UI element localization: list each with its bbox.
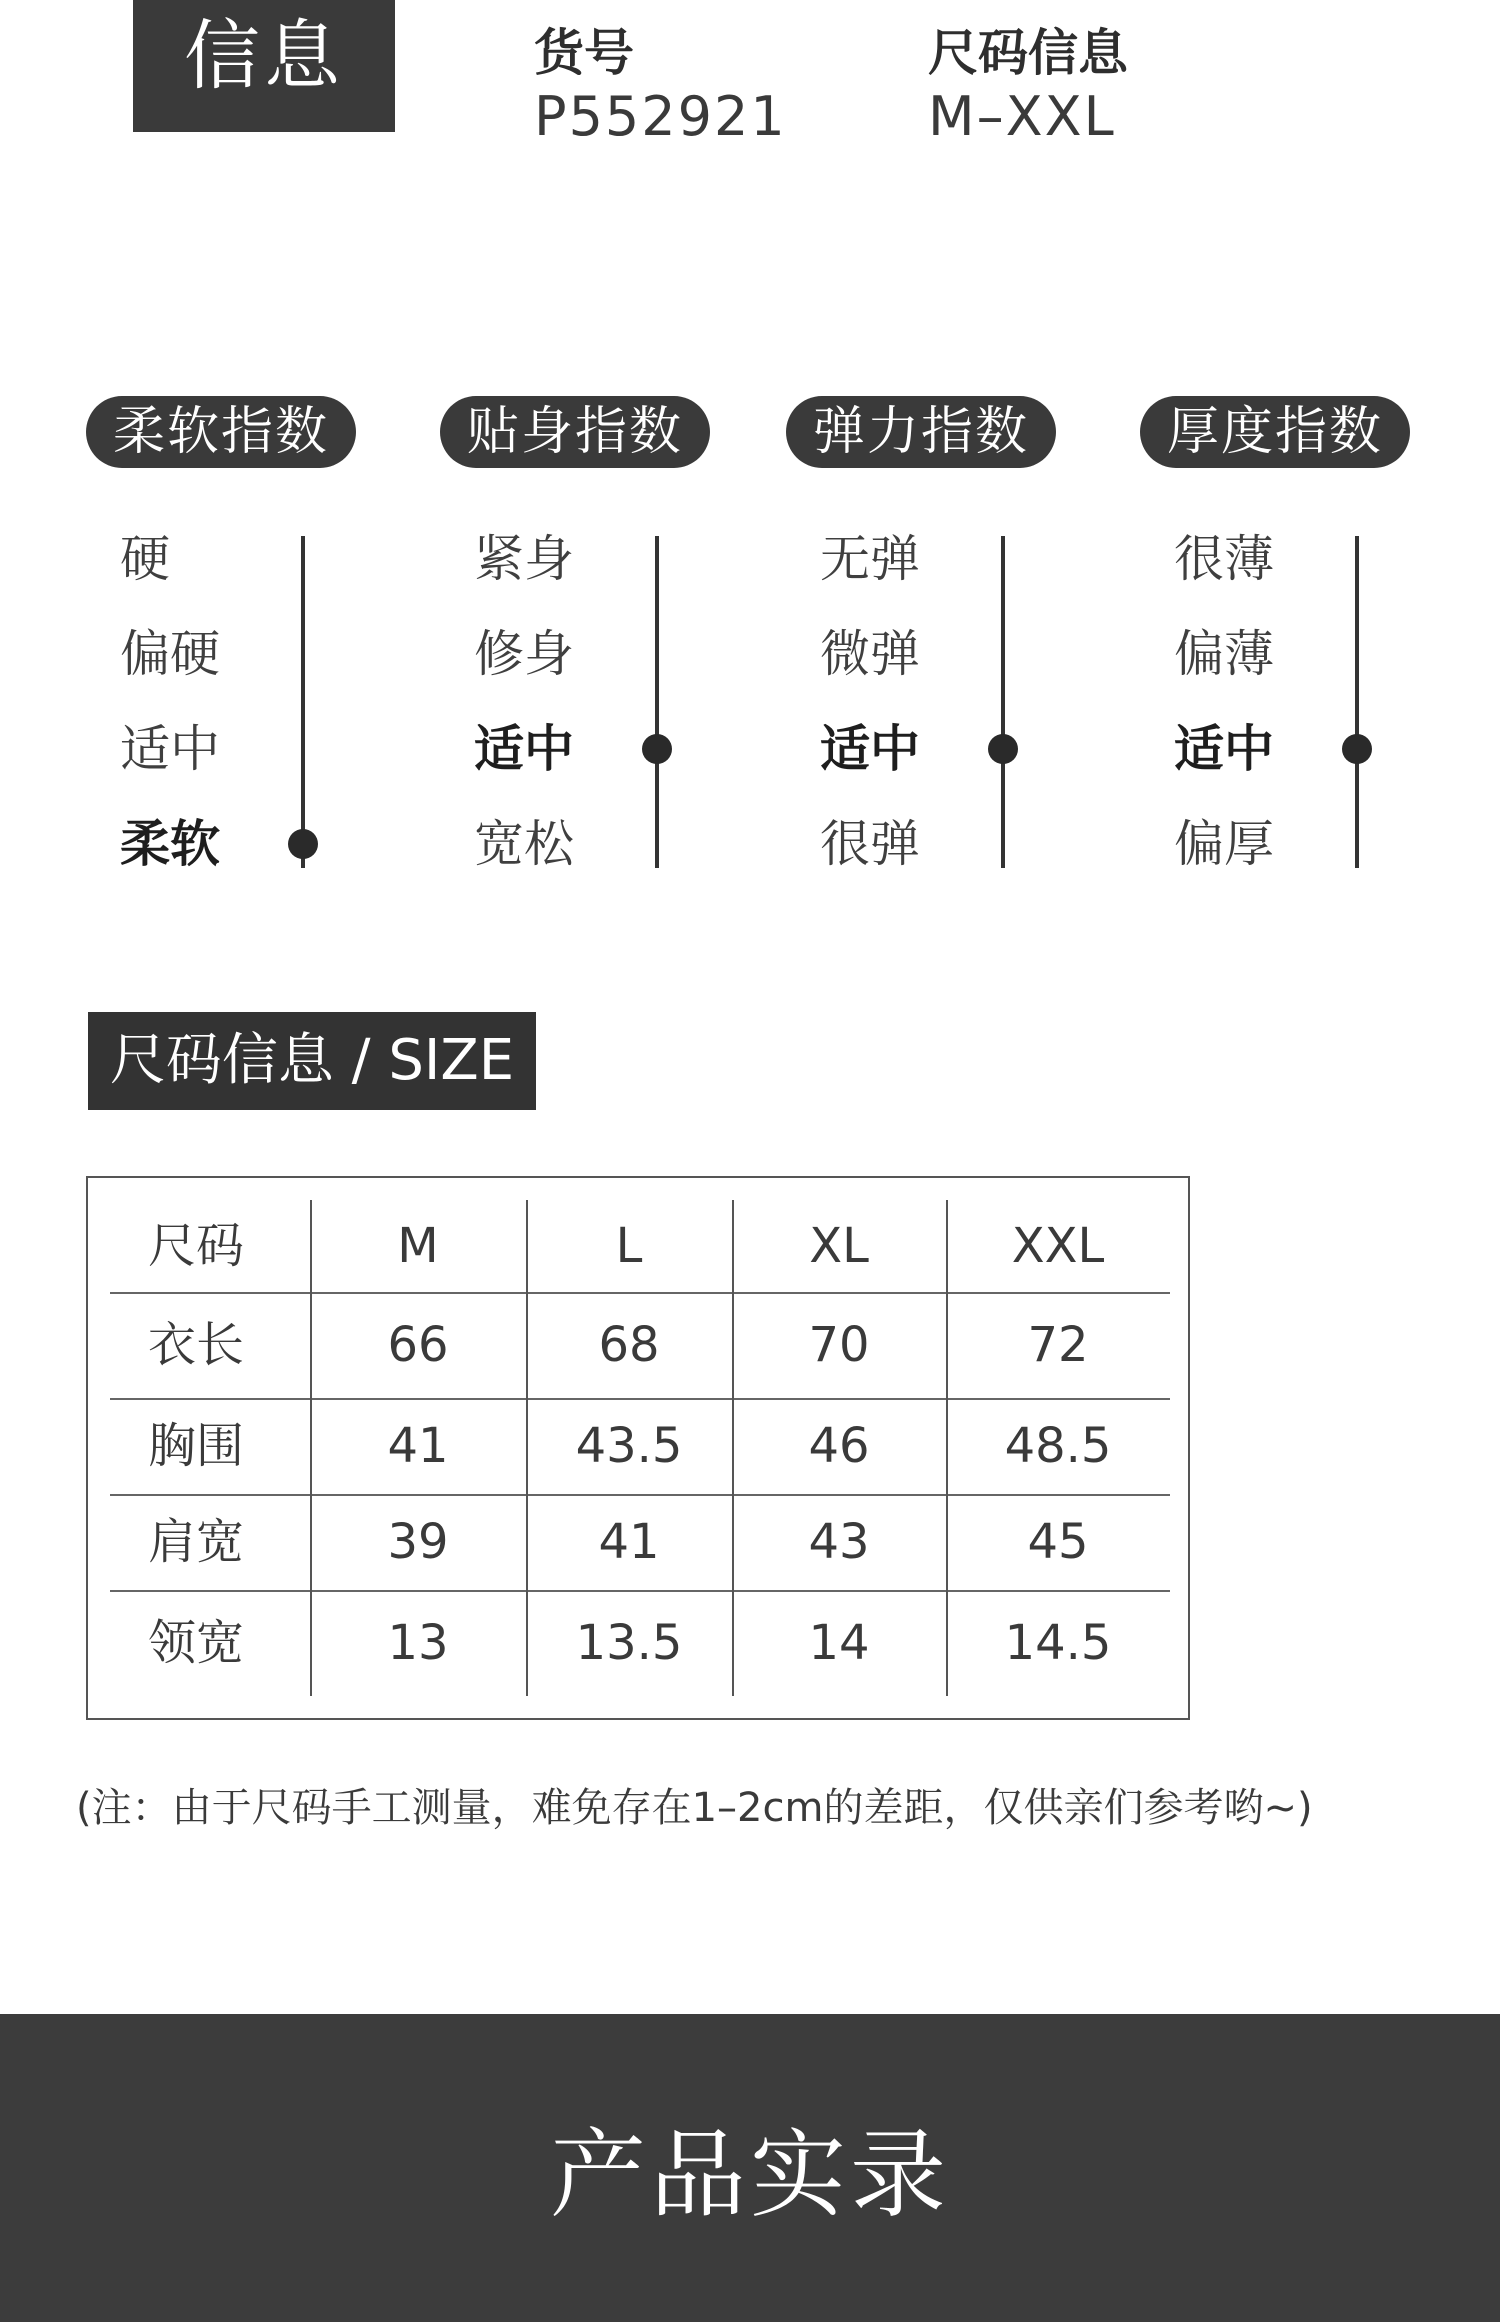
table-row-divider: [110, 1292, 1170, 1294]
measurement-note: (注：由于尺码手工测量，难免存在1–2cm的差距，仅供亲们参考哟~): [76, 1785, 1313, 1831]
table-cell: 43: [808, 1514, 870, 1570]
stretch-index-title: 弹力指数: [786, 396, 1056, 468]
stretch-level-label: 适中: [820, 720, 920, 778]
thickness-level-marker: [1342, 734, 1372, 764]
table-cell: 39: [387, 1514, 449, 1570]
table-header-cell: XL: [809, 1218, 869, 1274]
size-range-label: 尺码信息: [928, 24, 1128, 82]
table-cell: 48.5: [1004, 1418, 1112, 1474]
stretch-level-label: 微弹: [820, 625, 920, 683]
table-row-label: 衣长: [148, 1317, 245, 1373]
thickness-level-label: 适中: [1174, 720, 1274, 778]
table-cell: 13.5: [575, 1615, 683, 1671]
softness-level-label: 偏硬: [120, 625, 220, 683]
footer-title: 产品实录: [550, 2119, 950, 2231]
table-cell: 45: [1027, 1514, 1089, 1570]
fit-scale-line: [655, 536, 659, 868]
table-cell: 66: [387, 1317, 449, 1373]
fit-level-marker: [642, 734, 672, 764]
info-badge: 信息: [133, 0, 395, 132]
softness-level-label: 柔软: [120, 815, 220, 873]
thickness-level-label: 很薄: [1174, 530, 1274, 588]
size-range-block: [928, 22, 1128, 150]
table-cell: 72: [1027, 1317, 1089, 1373]
fit-level-label: 紧身: [474, 530, 574, 588]
stretch-level-marker: [988, 734, 1018, 764]
table-header-cell: M: [397, 1218, 439, 1274]
item-number-block: [534, 22, 787, 150]
thickness-scale-line: [1355, 536, 1359, 868]
stretch-scale-line: [1001, 536, 1005, 868]
table-row-divider: [110, 1494, 1170, 1496]
size-section-heading: 尺码信息 / SIZE: [88, 1012, 536, 1110]
fit-level-label: 宽松: [474, 815, 574, 873]
fit-index-title: 贴身指数: [440, 396, 710, 468]
fit-level-label: 适中: [474, 720, 574, 778]
table-cell: 13: [387, 1615, 449, 1671]
fit-level-label: 修身: [474, 625, 574, 683]
softness-scale-line: [301, 536, 305, 868]
table-row-divider: [110, 1398, 1170, 1400]
table-cell: 70: [808, 1317, 870, 1373]
softness-level-label: 适中: [120, 720, 220, 778]
thickness-index-title: 厚度指数: [1140, 396, 1410, 468]
table-cell: 46: [808, 1418, 870, 1474]
table-header-cell: L: [615, 1218, 643, 1274]
softness-level-label: 硬: [120, 530, 170, 588]
table-cell: 43.5: [575, 1418, 683, 1474]
table-cell: 41: [387, 1418, 449, 1474]
thickness-level-label: 偏厚: [1174, 815, 1274, 873]
stretch-level-label: 无弹: [820, 530, 920, 588]
table-row-label: 胸围: [148, 1418, 245, 1474]
table-header-cell: XXL: [1011, 1218, 1105, 1274]
table-header-cell: 尺码: [148, 1218, 245, 1274]
table-cell: 68: [598, 1317, 660, 1373]
item-number-value: P552921: [534, 85, 787, 148]
softness-index-title: 柔软指数: [86, 396, 356, 468]
table-cell: 14.5: [1004, 1615, 1112, 1671]
table-row-divider: [110, 1590, 1170, 1592]
softness-level-marker: [288, 829, 318, 859]
stretch-level-label: 很弹: [820, 815, 920, 873]
table-row-label: 领宽: [148, 1615, 245, 1671]
item-number-label: 货号: [534, 24, 634, 82]
size-range-value: M–XXL: [928, 85, 1116, 148]
footer-banner: [0, 2014, 1500, 2322]
table-cell: 14: [808, 1615, 870, 1671]
table-cell: 41: [598, 1514, 660, 1570]
table-row-label: 肩宽: [148, 1514, 245, 1570]
thickness-level-label: 偏薄: [1174, 625, 1274, 683]
